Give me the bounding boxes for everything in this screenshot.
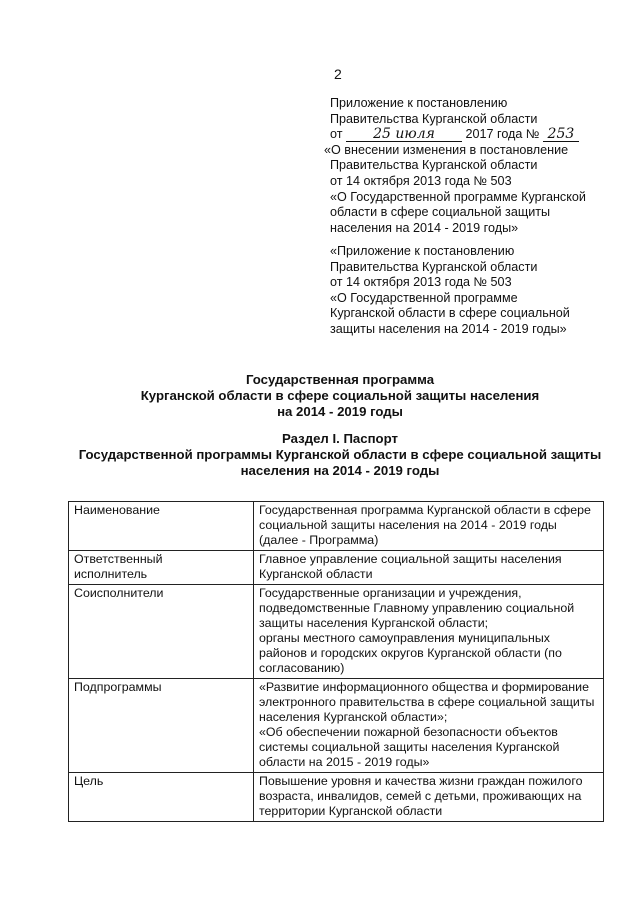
program-title-line: на 2014 - 2019 годы [277,404,403,419]
program-title-line: Курганской области в сфере социальной защиты населения [140,388,540,403]
annex-quote-line: от 14 октября 2013 года № 503 [330,275,512,290]
label-line: Соисполнители [74,586,164,600]
row-value [254,551,604,585]
page-number: 2 [334,66,342,82]
row-value [254,773,604,822]
table-row [69,551,604,585]
annex-header-line: от 14 октября 2013 года № 503 [330,173,512,188]
value-line: «Об обеспечении пожарной безопасности объектов [259,725,558,739]
passport-table [68,501,604,822]
value-line: возраста, инвалидов, семей с детьми, проживающих на [259,789,582,803]
section-title-line: Государственной программы Курганской области в сфере социальной защиты [78,447,602,462]
annex-quote-line: защиты населения на 2014 - 2019 годы» [330,321,567,336]
label-line: исполнитель [74,567,148,581]
annex-date-line [330,127,586,143]
table-row [69,585,604,679]
value-line: области на 2015 - 2019 годы» [259,755,430,769]
row-label [69,679,254,773]
value-line: территории Курганской области [259,804,443,818]
value-line: Курганской области [259,567,373,581]
annex-quote [330,244,570,338]
value-line: (далее - Программа) [259,533,379,547]
annex-header-line: Правительства Курганской области [330,111,538,126]
value-line: Главное управление социальной защиты населения [259,552,562,566]
annex-quote-line: Правительства Курганской области [330,259,538,274]
value-line: районов и городских округов Курганской области (по [259,646,562,660]
label-line: Цель [74,774,104,788]
label-line: Подпрограммы [74,680,162,694]
value-line: Повышение уровня и качества жизни граждан пожилого [259,774,583,788]
section-title-line: населения на 2014 - 2019 годы [240,463,440,478]
section-title-line: Раздел I. Паспорт [282,431,398,446]
value-line: подведомственные Главному управлению социальной [259,601,575,615]
table-row [69,679,604,773]
table-row [69,773,604,822]
annex-header-line: «О Государственной программе Курганской [330,189,586,204]
annex-quote-line: «О Государственной программе [330,290,518,305]
value-line: социальной защиты населения на 2014 - 2019 годы [259,518,557,532]
value-line: «Развитие информационного общества и формирование [259,680,589,694]
row-label [69,502,254,551]
row-label [69,773,254,822]
annex-header-line: Правительства Курганской области [330,158,538,173]
value-line: согласованию) [259,661,345,675]
annex-quote-line: «Приложение к постановлению [330,244,515,258]
value-line: электронного правительства в сфере социальной защиты [259,695,595,709]
value-line: защиты населения Курганской области; [259,616,489,630]
value-line: системы социальной защиты населения Курганской [259,740,560,754]
handwritten-number: 253 [543,128,579,142]
table-row [69,502,604,551]
label-line: Ответственный [74,552,163,566]
section-title [60,431,620,479]
row-label [69,585,254,679]
program-title [60,372,620,420]
row-value [254,502,604,551]
annex-quote-line: Курганской области в сфере социальной [330,306,570,321]
row-value [254,679,604,773]
annex-header-line: Приложение к постановлению [330,96,508,110]
date-prefix: от [330,127,343,142]
annex-header [324,96,586,236]
annex-header-line: «О внесении изменения в постановление [324,142,569,157]
annex-header-line: населения на 2014 - 2019 годы» [330,220,519,235]
annex-header-line: области в сфере социальной защиты [330,205,551,220]
row-value [254,585,604,679]
label-line: Наименование [74,503,160,517]
date-suffix: 2017 года № [465,127,540,142]
row-label [69,551,254,585]
handwritten-date: 25 июля [346,128,462,142]
value-line: Государственные организации и учреждения, [259,586,522,600]
value-line: органы местного самоуправления муниципальных [259,631,550,645]
value-line: Государственная программа Курганской области в сфере [259,503,591,517]
value-line: населения Курганской области»; [259,710,448,724]
program-title-line: Государственная программа [245,372,435,387]
